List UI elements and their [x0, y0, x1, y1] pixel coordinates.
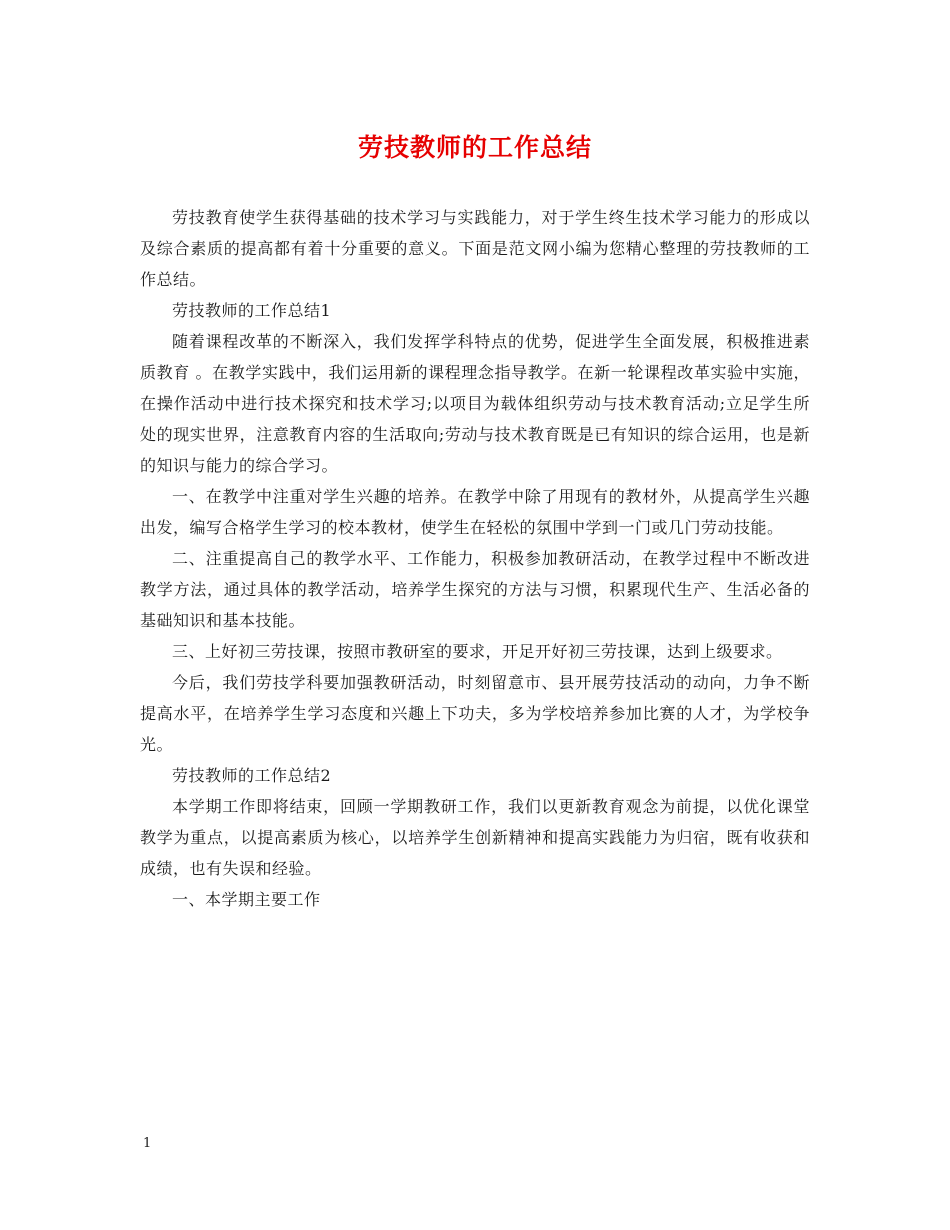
intro-paragraph: 劳技教育使学生获得基础的技术学习与实践能力，对于学生终生技术学习能力的形成以及综合素质的提高都有着十分重要的意义。下面是范文网小编为您精心整理的劳技教师的工作总结。 [140, 208, 810, 289]
document-body [140, 202, 810, 915]
body-paragraph: 随着课程改革的不断深入，我们发挥学科特点的优势，促进学生全面发展，积极推进素质教育 。在教学实践中，我们运用新的课程理念指导教学。在新一轮课程改革实验中实施， 在操作活动中进行技术探究和技术学习;以项目为载体组织劳动与技术教育活动;立足学生所处的现实世界，注意教育内容的生活取向;劳动与技术教育既是已有知识的综合运用，也是新的知识与能力的综合学习。 [140, 332, 810, 475]
subsection-heading: 一、本学期主要工作 [172, 890, 321, 909]
body-paragraph: 二、注重提高自己的教学水平、工作能力，积极参加教研活动，在教学过程中不断改进教学方法，通过具体的教学活动，培养学生探究的方法与习惯，积累现代生产、生活必备的基础知识和基本技能。 [140, 549, 810, 630]
section-heading-2: 劳技教师的工作总结2 [172, 766, 332, 785]
body-paragraph: 今后，我们劳技学科要加强教研活动，时刻留意市、县开展劳技活动的动向，力争不断提高水平，在培养学生学习态度和兴趣上下功夫，多为学校培养参加比赛的人才，为学校争光。 [140, 673, 810, 754]
body-paragraph: 一、在教学中注重对学生兴趣的培养。在教学中除了用现有的教材外，从提高学生兴趣出发，编写合格学生学习的校本教材，使学生在轻松的氛围中学到一门或几门劳动技能。 [140, 487, 810, 537]
body-paragraph: 三、上好初三劳技课，按照市教研室的要求，开足开好初三劳技课，达到上级要求。 [172, 642, 783, 661]
section-heading-1: 劳技教师的工作总结1 [172, 301, 332, 320]
body-paragraph: 本学期工作即将结束，回顾一学期教研工作，我们以更新教育观念为前提，以优化课堂教学为重点，以提高素质为核心，以培养学生创新精神和提高实践能力为归宿，既有收获和成绩，也有失误和经验。 [140, 797, 810, 878]
page-number: 1 [143, 1136, 152, 1151]
document-title: 劳技教师的工作总结 [357, 133, 592, 162]
